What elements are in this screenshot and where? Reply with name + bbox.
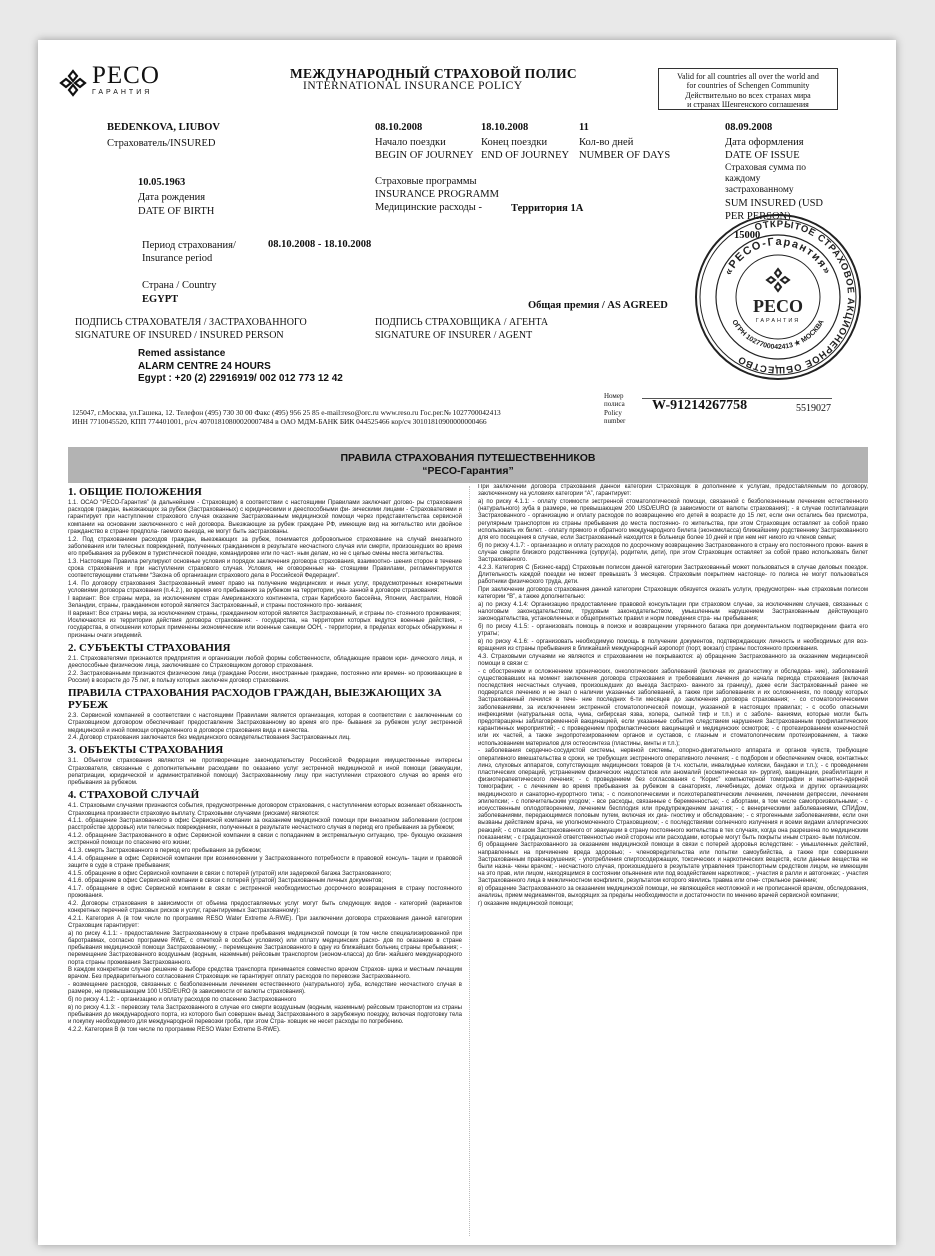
- company-info: [72, 408, 632, 426]
- stamp-center-sub: ГАРАНТИЯ: [755, 318, 801, 324]
- rule-paragraph: При заключении договора страхования данной категории Страховщик обязуется оказать услуги, предусмотрен- ные страховым полисом категории “В”, а также дополнительно:: [478, 586, 868, 601]
- country-value: EGYPT: [142, 294, 179, 305]
- rule-paragraph: 4.2.1. Категория А (в том числе по программе RESO Water Extreme A-RWE). При заключении договора страхования данной категории Страховщик гарантирует:: [68, 915, 462, 930]
- period-label-ru: Период страхования/: [142, 240, 236, 251]
- period-value: 08.10.2008 - 18.10.2008: [268, 239, 372, 250]
- period-label-en: Insurance period: [142, 253, 213, 264]
- sum-label-line: Страховая сумма по: [725, 163, 807, 173]
- policy-number-secondary: 5519027: [796, 403, 831, 414]
- medical-label: Медицинские расходы -: [375, 202, 482, 213]
- assistance-alarm-centre: ALARM CENTRE 24 HOURS: [138, 360, 271, 372]
- rule-paragraph: Исключаются из территории действия договора страхования: - государства, на территории которых ведутся военные действия, - государства, в отношении которых применены экономические или военные санкции ООН, - территории, в пределах которых обнаружены и признаны очаги эпидемий.: [68, 618, 462, 639]
- assistance-company: Remed assistance: [138, 348, 226, 359]
- rule-paragraph: 4.1.6. обращение в офис Сервисной компании в связи с потерей (утратой) Застрахованным личных документов;: [68, 878, 384, 885]
- rule-paragraph: - заболевания сердечно-сосудистой системы, нервной системы, опорно-двигательного аппарата и органов чувств, требующие оперативного вмешательства в сроки, не требующих экстренного оперативного лечения; - с подбором и обеспечением очков, контактных линз, слуховых аппаратов, сопутствующих медицинских товаров (в т.ч. костыли, инвалидные коляски, бандажи и т.п.); - с проведением пластических операций, устранением физических недостатков или аномалий (косметическая хи- рургия), вакцинации, реабилитации и физиотерапевтического лечения; - с проведением без согласования с “Корис” компьютерной томографии и магнитно-ядерной томографии; - с лечением во время пребывания за рубежом в санаториях, лечебницах, домах отдыха и других организациях медицинского и санаторно-курортного типа; - с психологическими и психотерапевтическим лечением, лечением депрессии, лечением эпилепсии; - с попечительским уходом; - все расходы, связанные с беременностью; - с абортами, в том числе самопроизвольными; - с искусственным оплодотворением, лечением бесплодия или предупреждением зачатия; - с венерическими заболеваниями, СПИДом, заболеваниями, передающимися половым путем, включая их диа- гностику и обследование; - с ятрогенными заболеваниями, если они вызваны действием врача, не уполномоченного Страховщиком; - с последствиями солнечного излучения и всеми видами аллергических реакций; - с отказом Застрахованного от эвакуации в страну постоянного жительства в тех случаях, когда она разрешена по медицинским показаниям; - с градационной ответственностью иной стороны или расходами, которые могут быть покрыты иным страхо- вым полисом.: [478, 748, 868, 841]
- company-info-line: ИНН 7710045520, КПП 774401001, р/сч 40701810800020007484 в ОАО МДМ-БАНК БИК 044525466 кор/сч 30101810900000000466: [72, 417, 487, 426]
- sum-label-line: PER PERSON): [725, 210, 791, 222]
- insured-name: BEDENKOVA, LIUBOV: [107, 122, 220, 133]
- end-label-en: END OF JOURNEY: [481, 150, 570, 161]
- section-heading: ПРАВИЛА СТРАХОВАНИЯ РАСХОДОВ ГРАЖДАН, ВЫЕЗЖАЮЩИХ ЗА РУБЕЖ: [68, 687, 442, 712]
- end-label-ru: Конец поездки: [481, 137, 548, 148]
- rule-paragraph: I вариант: Все страны мира, за исключением стран Американского континента, стран Карибского бассейна, Японии, Австралии, Новой Зеландии, страны, гражданином которой является Застрахованный, и страны постоянного про- живания;: [68, 595, 462, 609]
- validity-line: и странах Шенгенского соглашения: [687, 100, 809, 110]
- validity-line: Valid for all countries all over the world and: [677, 72, 819, 81]
- rule-paragraph: 4.3. Страховыми случаями не являются и страхованием не покрываются: а) обращение Застрахованного за оказанием медицинской помощи в связи с:: [478, 653, 868, 667]
- policy-number-label-line: Номер: [604, 392, 624, 400]
- assistance-phone: Egypt : +20 (2) 22916919/ 002 012 773 12 42: [138, 373, 343, 384]
- company-stamp: [693, 212, 863, 382]
- title-ru: МЕЖДУНАРОДНЫЙ СТРАХОВОЙ ПОЛИС: [290, 66, 577, 81]
- rule-paragraph: в) обращение Застрахованного за оказанием медицинской помощи, не являющейся неотложной и не прописанной врачом, обследования, анализы, прием медикаментов, выходящих за пределы необходимости и достаточности по мнению врачей сервисной компании;: [478, 886, 868, 900]
- validity-line: for countries of Schengen Community: [686, 81, 810, 91]
- policy-number-label-line: полиса: [604, 400, 625, 409]
- birth-label-en: DATE OF BIRTH: [138, 206, 215, 217]
- rule-paragraph: г) оказание медицинской помощи;: [478, 901, 574, 908]
- section-heading: 3. ОБЪЕКТЫ СТРАХОВАНИЯ: [68, 744, 224, 757]
- rules-banner: [68, 447, 868, 483]
- days-label-ru: Кол-во дней: [579, 137, 634, 148]
- rule-paragraph: 1.3. Настоящие Правила регулируют основные условия и порядок заключения договора страхования, взаимоотно- шения сторон в течение срока страхования и при наступлении страхового случая. Условия, не оговоренные на- стоящими Правилами, регламентируются соответствующими статьями “Закона об организации страхового дела в Российской Федерации”.: [68, 558, 462, 580]
- rule-paragraph: а) по риску 4.1.1: - оплату стоимости экстренной стоматологической помощи, связанной с безболезненным лечением естественного (натурального) зуба в размере, не превышающем 200 USD/EURO (в зависимости от валюты страхования); - в случае госпитализации Застрахованного - организацию и оплату расходов по возвращению его детей в возрасте до 15 лет, если они остались без присмотра, регулярным транспортом из страны пребывания до места постоянно- го жительства, при этом Страховщик оставляет за собой право использовать их билет. - оплату прямого и обратного международного билета (экономкласса) ближайшему родственнику Застрахованного для его посещения в случае, если Застрахованный находится в больнице более 10 дней и при нем нет никого из членов семьи;: [478, 498, 868, 541]
- sum-label-ru: [725, 163, 806, 196]
- logo-subtitle: ГАРАНТИЯ: [92, 89, 153, 96]
- stamp-center: РЕСО: [752, 296, 804, 316]
- rule-paragraph: 2.3. Сервисной компанией в соответствии с настоящими Правилами является организация, которая в соответствии с заключенным со Страховщиком договором обеспечивает предоставление Застрахованному во время его пре- бывания за рубежом услуг экстренной медицинской и иной помощи определенного в договоре страхования вида и качества.: [68, 713, 462, 734]
- rule-paragraph: 4.1.3. смерть Застрахованного в период его пребывания за рубежом;: [68, 848, 262, 855]
- stamp-inner-text: «РЕСО-Гарантия»: [722, 235, 834, 278]
- programs-label-en: INSURANCE PROGRAMM: [375, 189, 499, 200]
- days-count: 11: [579, 122, 589, 133]
- rule-paragraph: 3.1. Объектом страхования являются не противоречащие законодательству Российской Федерации имущественные интересы Страхователя, связанные с дополнительными расходами по оказанию услуг экстренной медицинской и иной помощи (эвакуации, репатриации, юридической и административной помощи) Застрахованному лицу при наступлении страхового случая во время его пребывания за рубежом.: [68, 758, 462, 787]
- rule-paragraph: - возмещение расходов, связанных с безболезненным лечением естественного (натурального) зуба, вследствие несчастного случая в размере, не превышающем 100 USD/EURO (в зависимости от валюты страхования).: [68, 982, 462, 996]
- rule-paragraph: б) по риску 4.1.7: - организацию и оплату расходов по досрочному возвращению Застрахованного в страну его постоянного прожи- вания в случае смерти близкого родственника (супруг(а), родители, дети), при этом Страховщик оставляет за собой право использовать билет Застрахованного.: [478, 542, 868, 564]
- validity-box: [658, 68, 838, 110]
- birth-label-ru: Дата рождения: [138, 192, 206, 203]
- rule-paragraph: 4.1.5. обращение в офис Сервисной компании в связи с потерей (утратой) или задержкой багажа Застрахованного;: [68, 870, 392, 877]
- rule-paragraph: 2.4. Договор страхования заключается без медицинского освидетельствования Застрахованных лиц.: [68, 735, 351, 742]
- rule-paragraph: в) по риску 4.1.6: - организовать необходимую помощь в получении документов, подтверждающих личность и необходимых для воз- вращения из страны пребывания в ближайший международный аэропорт (порт, вокзал) страны постоянного проживания.: [478, 638, 868, 652]
- sum-label-line: каждому: [725, 174, 761, 184]
- signature-insurer-ru: ПОДПИСЬ СТРАХОВЩИКА / АГЕНТА: [375, 317, 549, 328]
- sum-label-line: застрахованному: [725, 185, 794, 195]
- programs-label-ru: Страховые программы: [375, 176, 477, 187]
- signature-insurer-en: SIGNATURE OF INSURER / AGENT: [375, 330, 533, 341]
- policy-number: W-91214267758: [652, 398, 748, 413]
- rule-paragraph: 2.2. Застрахованными признаются физические лица (граждане России, иностранные граждане, постоянно или времен- но проживающие в России) в возрасте до 75 лет, в пользу которых заключен договор страхования.: [68, 670, 462, 684]
- begin-label-en: BEGIN OF JOURNEY: [375, 150, 474, 161]
- column-divider: [469, 486, 470, 1236]
- stamp-outer-text: ОТКРЫТОЕ СТРАХОВОЕ АКЦИОНЕРНОЕ ОБЩЕСТВО: [735, 218, 857, 376]
- assistance-block: [138, 348, 343, 386]
- rule-paragraph: 1.2. Под страхованием расходов граждан, выезжающих за рубеж, понимается добровольное страхование на случай внезапного заболевания или телесных повреждений, полученных гражданином в результате несчастного случая или смерти, произошедших во время его пребывания за рубежом в туристической поездке, командировке или по част- ным делам, но не с целью смены места жительства.: [68, 536, 462, 557]
- rule-paragraph: в) по риску 4.1.3: - перевозку тела Застрахованного в случае его смерти воздушным (водным, наземным) рейсовым транспортом из страны пребывания до международного порта, из которого был совершен выезд Застрахованного в зарубежную поездку, включая подготовку тела и покупку необходимого для международной перевозки гроба, при этом Стра- ховщик не несет расходы по погребению.: [68, 1004, 462, 1026]
- insurance-policy-page: [38, 40, 896, 1245]
- rule-paragraph: 4.1. Страховыми случаями признаются события, предусмотренные договором страхования, с наступлением которых возникает обязанность Страховщика произвести страховую выплату. Страховыми случаями (рисками) являются:: [68, 803, 462, 817]
- rule-paragraph: 1.1. ОСАО “РЕСО-Гарантия” (в дальнейшем - Страховщик) в соответствии с настоящими Правилами заключает догово- ры страхования расходов граждан, выезжающих за рубеж (Застрахованных) с юридическими и дееспособными фи- зическими лицами - Страхователями и гарантирует при наступлении страхового случая оказание Застрахованным медицинской помощи через представительства сервисной компании на основании заключенного с ней договора. Выезжающие за рубеж граждане РФ, имеющие вид на жительство или двойное гражданство в стране предпола- гаемого выезда, не могут быть застрахованы.: [68, 500, 462, 535]
- section-heading: 2. СУБЪЕКТЫ СТРАХОВАНИЯ: [68, 641, 231, 654]
- rules-column-left: [68, 484, 462, 1239]
- rule-paragraph: 2.1. Страхователями признаются предприятия и организации любой формы собственности, обладающие правом юри- дического лица, и дееспособные физические лица, заключившие со Страховщиком договор страхования.: [68, 655, 462, 670]
- rule-paragraph: 4.2.2. Категория В (в том числе по программе RESO Water Extreme B-RWE).: [68, 1026, 281, 1033]
- total-premium: Общая премия / AS AGREED: [528, 300, 668, 311]
- section-heading: 4. СТРАХОВОЙ СЛУЧАЙ: [68, 789, 200, 802]
- rule-paragraph: б) по риску 4.1.5: - организовать помощь в поиске и возвращении утерянного багажа при документальном подтверждении факта его утраты;: [478, 623, 868, 638]
- country-label: Страна / Country: [142, 280, 217, 291]
- reso-logo-icon: [58, 68, 88, 98]
- sum-insured-value: 15000: [734, 230, 761, 241]
- company-info-line: 125047, г.Москва, ул.Гашека, 12. Телефон (495) 730 30 00 Факс (495) 956 25 85 e-mail:reso@orc.ru www.reso.ru Гос.рег.№ 1027700042413: [72, 408, 501, 417]
- rule-paragraph: 4.1.4. обращение в офис Сервисной компании при возникновении у Застрахованного потребности в правовой консуль- тации и правовой защите в суде в стране пребывания;: [68, 855, 462, 869]
- policy-number-label-line: Policy: [604, 408, 622, 417]
- rule-paragraph: - с обострением и осложнением хронических, онкологических заболеваний (включая их диагностику и обследова- ние), заболеваний существовавших на момент заключения договора страхования и требовавших лечения до начала периода страхования (включая последствия несчастных случаев, произошедших до выезда Застрахо- ванного за границу), даже если Застрахованный ранее не подвергался лечению и не знал о наличии указанных заболеваний, а также при заболеваниях и их осложнениях, по поводу которых Застрахованный лечился в тече- ние последних 6-ти месяцев до заключения договора страхования; - со стоматологическими заболеваниями, за исключением экстренной стоматологической помощи, указанной в настоящих правилах; - с особо опасными инфекциями (натуральная оспа, чума, сибирская язва, холера, сыпной тиф и т.п.) и с заболе- ваниями, которые могли быть предотвращены заблаговременной вакцинацией, если указанные события следствием нарушения Застрахованным профилактических карантинных мероприятий; - с проведением профилактических вакцинаций и медицинских осмотров; - с протезированием конечностей или их частей, а также эндопротезированием органов и суставов, с глазным и стоматологическим протезированием, а также использованием материалов для остеосинтеза (пластины, винты и т.п.);: [478, 668, 868, 747]
- rule-paragraph: б) по риску 4.1.2: - организацию и оплату расходов по спасению Застрахованного: [68, 997, 297, 1004]
- stamp-bottom-text: ОГРН 1027700042413 ★ МОСКВА: [730, 318, 826, 352]
- issue-date: 08.09.2008: [725, 122, 773, 133]
- begin-label-ru: Начало поездки: [375, 137, 446, 148]
- rules-title: ПРАВИЛА СТРАХОВАНИЯ ПУТЕШЕСТВЕННИКОВ: [340, 452, 596, 464]
- rule-paragraph: 4.2.3. Категория С (Бизнес-кард) Страховым полисом данной категории Застрахованный может пользоваться в случае деловых поездок. Длительность каждой поездки не может превышать 3 месяцев. Страховым покрытием настояще- го полиса не могут пользоваться работники физического труда, дети.: [478, 564, 868, 586]
- rule-paragraph: 4.2. Договоры страхования в зависимости от объема предоставляемых услуг могут быть следующих видов - категорий (вариантов конкретных перечней страховых рисков и услуг, гарантируемых Застрахованному):: [68, 900, 462, 915]
- rule-paragraph: В каждом конкретном случае решение о выборе средства транспорта принимается совместно врачом Страхов- щика и местным лечащим врачом. Без предварительного согласования Страховщик не гарантирует оплату расходов по перевозке Застрахованного.: [68, 967, 462, 981]
- birth-date: 10.05.1963: [138, 177, 186, 188]
- rule-paragraph: 4.1.7. обращение в офис Сервисной компании в связи с экстренной необходимостью досрочного возвращения в страну постоянного проживания.: [68, 886, 462, 900]
- rule-paragraph: 1.4. По договору страхования Застрахованный имеет право на получение медицинских и иных услуг, предусмотренных конкретными условиями договора страхования (п.4.2.), во время его пребывания за рубежом на территории, ука- занной в договоре страхования:: [68, 580, 462, 594]
- rules-column-right: [478, 484, 868, 1239]
- issue-label-en: DATE OF ISSUE: [725, 150, 800, 161]
- validity-line: Действительно во всех странах мира: [685, 90, 811, 100]
- policy-number-label: [604, 392, 640, 425]
- rule-paragraph: II вариант: Все страны мира, за исключением страны, гражданином которой является Застрахованный, и страны по- стоянного проживания;: [68, 610, 461, 617]
- rule-paragraph: 4.1.2. обращение Застрахованного в офис Сервисной компании в связи с попаданием в экстремальную ситуацию, тре- бующую оказания экстренной помощи по спасению его жизни;: [68, 833, 462, 847]
- days-label-en: NUMBER OF DAYS: [579, 150, 671, 161]
- stamp-logo-icon: [767, 269, 789, 291]
- rule-paragraph: 4.1.1. обращение Застрахованного в офис Сервисной компании за оказанием медицинской помощи при внезапном заболевании (остром расстройстве здоровья) или телесных повреждениях, полученных в результате несчастного случая в период его пребывания за рубежом;: [68, 818, 462, 832]
- rule-paragraph: При заключении договора страхования данной категории Страховщик в дополнение к услугам, предоставляемым по договору, заключенному на условиях категории “А”, гарантирует:: [478, 484, 868, 498]
- rule-paragraph: б) обращение Застрахованного за оказанием медицинской помощи в связи с потерей здоровья вследствие: - умышленных действий, направленных на причинение вреда здоровью; - членовредительства или попытки самоубийства, а также при совершении Застрахованным правонарушения; - употребления спиртосодержащих, токсических и наркотических веществ, если данные вещества не были назна- чены врачом; - несчастного случая, произошедшего в результате управления транспортным средством лицом, не имеющим на это прав, или лицом, находящимся в состоянии опьянения или под воздействием наркотиков; - участия в ралли и автогонках; - участия Застрахованного лица в межличностном конфликте, результатом которого явились травма или огне- стрельное ранение;: [478, 842, 868, 885]
- end-date: 18.10.2008: [481, 122, 529, 133]
- rule-paragraph: а) по риску 4.1.1: - предоставление Застрахованному в стране пребывания медицинской помощи (в том числе специализированной при баротравмах, согласно программе RWE, с отметкой в особых условиях) или оплату медицинских расхо- дов по оказанию в стране пребывания медицинской помощи Застрахованному; - перемещение Застрахованного в одну из ближайших больниц страны пребывания; - перемещение Застрахованного воздушным (водным, наземным) рейсовым транспортом (эконом-класса) до бли- жайшего международного порта страны проживания Застрахованного.: [68, 930, 462, 966]
- signature-insured-en: SIGNATURE OF INSURED / INSURED PERSON: [75, 330, 284, 341]
- signature-insured-ru: ПОДПИСЬ СТРАХОВАТЕЛЯ / ЗАСТРАХОВАННОГО: [75, 317, 307, 328]
- issue-label-ru: Дата оформления: [725, 137, 804, 148]
- section-heading: 1. ОБЩИЕ ПОЛОЖЕНИЯ: [68, 486, 202, 498]
- title-en: INTERNATIONAL INSURANCE POLICY: [303, 80, 523, 92]
- territory: Территория 1А: [511, 203, 584, 214]
- insured-label: Страхователь/INSURED: [107, 138, 216, 149]
- rule-paragraph: а) по риску 4.1.4: Организацию предоставление правовой консультации при страховом случае, за исключением случаев, связанных с налоговым законодательством, трудовым законодательством, умышленным нарушением Застрахованным действующего законодательства, установленных и общепринятых правил и норм поведения стра- ны пребывания;: [478, 601, 868, 623]
- rules-subtitle: “РЕСО-Гарантия”: [422, 465, 514, 477]
- logo-name: РЕСО: [92, 62, 160, 89]
- policy-number-label-line: number: [604, 416, 626, 425]
- sum-label-line: SUM INSURED (USD: [725, 198, 824, 209]
- begin-date: 08.10.2008: [375, 122, 423, 133]
